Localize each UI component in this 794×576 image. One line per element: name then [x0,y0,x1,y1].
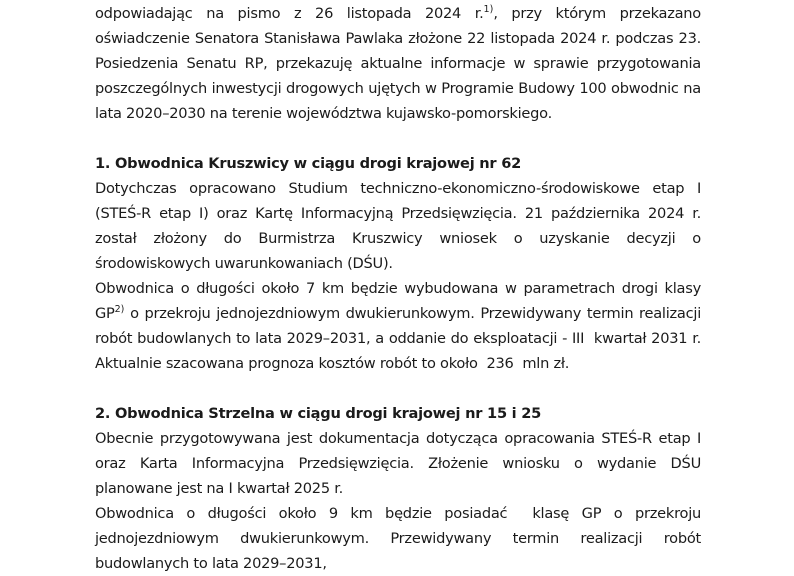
body-paragraph: Obwodnica o długości około 7 km będzie wybudowana w parametrach drogi klasy GP$^{2)}$ o przekroju jednojezdniowym dwukierunkowym. Przewidywany termin realizacji robót budowlanych to lata 2029–2031, a oddanie do eksploatacji - III kwartał 2031 r. Aktualnie szacowana prognoza kosztów robót to około 236 mln zł. [95,280,701,372]
paragraph-spacer [95,376,701,401]
footnote-ref: 1) [483,4,494,16]
document-body [95,1,701,576]
section-heading: 2. Obwodnica Strzelna w ciągu drogi krajowej nr 15 i 25 [95,405,542,422]
paragraph-spacer [95,126,701,151]
body-paragraph: odpowiadając na pismo z 26 listopada 2024 r.$^{1)}$, przy którym przekazano oświadczenie Senatora Stanisława Pawlaka złożone 22 listopada 2024 r. podczas 23. Posiedzenia Senatu RP, przekazuję aktualne informacje w sprawie przygotowania poszczególnych inwestycji drogowych ujętych w Programie Budowy 100 obwodnic na lata 2020–2030 na terenie województwa kujawsko-pomorskiego. [95,4,701,122]
body-paragraph: Obecnie przygotowywana jest dokumentacja dotycząca opracowania STEŚ-R etap I oraz Karta Informacyjna Przedsięwzięcia. Złożenie wniosku o wydanie DŚU planowane jest na I kwartał 2025 r. [95,430,701,497]
footnote-ref: 2) [114,304,125,316]
body-paragraph: Obwodnica o długości około 9 km będzie posiadać klasę GP o przekroju jednojezdniowym dwukierunkowym. Przewidywany termin realizacji robót budowlanych to lata 2029–2031, [95,505,701,572]
body-paragraph: Dotychczas opracowano Studium techniczno-ekonomiczno-środowiskowe etap I (STEŚ-R etap I) oraz Kartę Informacyjną Przedsięwzięcia. 21 października 2024 r. został złożony do Burmistrza Kruszwicy wniosek o uzyskanie decyzji o środowiskowych uwarunkowaniach (DŚU). [95,180,701,272]
document-page [95,1,701,576]
section-heading: 1. Obwodnica Kruszwicy w ciągu drogi krajowej nr 62 [95,155,522,172]
